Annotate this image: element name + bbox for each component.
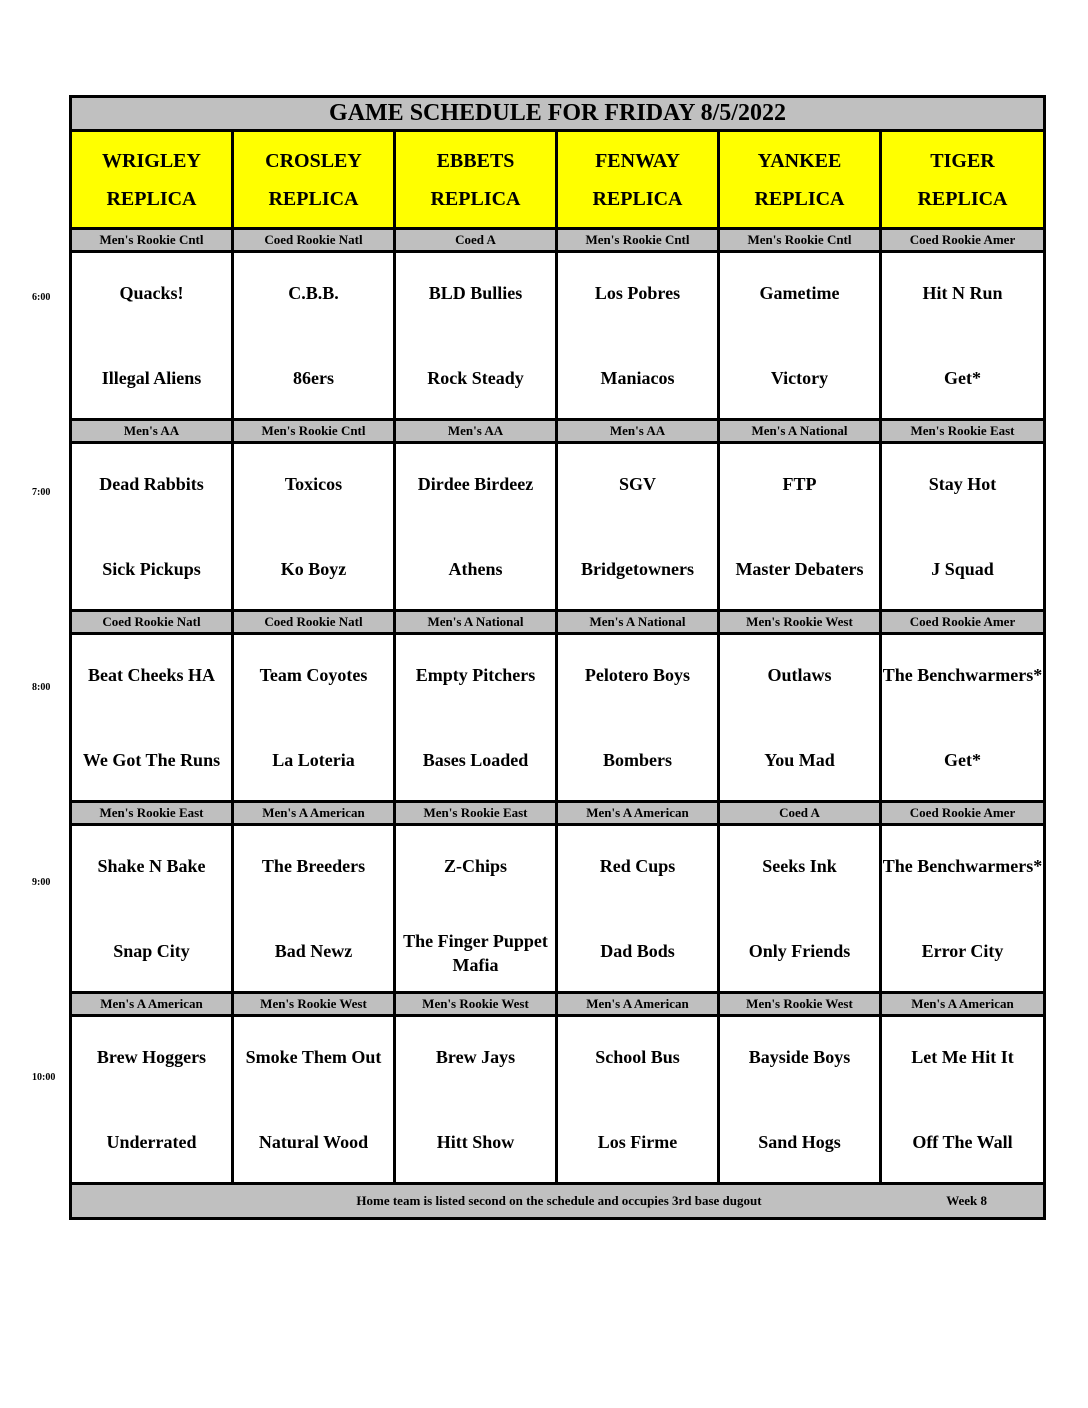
game-cell [233, 1016, 395, 1184]
home-team: Rock Steady [427, 368, 524, 388]
field-name: EBBETS [436, 149, 515, 172]
game-cell [719, 825, 881, 993]
field-name: WRIGLEY [102, 149, 201, 172]
away-team: Pelotero Boys [584, 665, 691, 685]
home-team: Victory [770, 368, 829, 388]
away-team: Bayside Boys [748, 1047, 851, 1067]
game-cell [71, 825, 233, 993]
field-subtitle: REPLICA [917, 187, 1008, 210]
footer-bar [71, 1184, 1045, 1219]
game-cell [71, 252, 233, 420]
game-cell [557, 252, 719, 420]
home-team: The Finger Puppet Mafia [403, 931, 548, 975]
home-team: Snap City [113, 941, 190, 961]
home-team: J Squad [931, 559, 994, 579]
game-cell [395, 252, 557, 420]
game-cell [557, 1016, 719, 1184]
field-header [719, 131, 881, 229]
game-cell [395, 1016, 557, 1184]
away-team: Los Pobres [594, 283, 681, 303]
away-team: Toxicos [284, 474, 343, 494]
division-label: Men's A American [557, 993, 719, 1016]
game-cell [395, 634, 557, 802]
time-label: 10:00 [32, 1072, 56, 1083]
home-team: Sick Pickups [102, 559, 201, 579]
home-team: Bombers [603, 750, 672, 770]
field-subtitle: REPLICA [754, 187, 845, 210]
game-cell [557, 825, 719, 993]
division-label: Men's Rookie East [881, 420, 1045, 443]
game-cell [233, 634, 395, 802]
home-team: Underrated [106, 1132, 197, 1152]
away-team: Outlaws [767, 665, 832, 685]
division-label: Men's Rookie Cntl [71, 229, 233, 252]
time-label: 7:00 [32, 487, 51, 498]
away-team: The Breeders [261, 856, 366, 876]
away-team: Brew Hoggers [96, 1047, 207, 1067]
game-cell [71, 634, 233, 802]
away-team: Beat Cheeks HA [88, 665, 215, 685]
home-team: Sand Hogs [758, 1132, 841, 1152]
home-team: Bridgetowners [581, 559, 694, 579]
division-label: Men's Rookie Cntl [719, 229, 881, 252]
division-label: Coed Rookie Natl [233, 229, 395, 252]
home-team: Off The Wall [912, 1132, 1013, 1152]
division-label: Men's A American [557, 802, 719, 825]
division-label: Men's Rookie West [233, 993, 395, 1016]
away-team: Dead Rabbits [99, 474, 204, 494]
home-team: Ko Boyz [280, 559, 347, 579]
game-cell [881, 825, 1045, 993]
division-label: Men's A American [233, 802, 395, 825]
game-cell [719, 443, 881, 611]
home-team: 86ers [293, 368, 334, 388]
division-label: Men's A National [719, 420, 881, 443]
game-cell [881, 252, 1045, 420]
division-label: Men's A American [71, 993, 233, 1016]
division-label: Coed A [395, 229, 557, 252]
division-label: Men's Rookie West [719, 993, 881, 1016]
time-label: 6:00 [32, 292, 51, 303]
home-team: Bad Newz [274, 941, 353, 961]
field-header [557, 131, 719, 229]
division-label: Coed Rookie Natl [233, 611, 395, 634]
division-label: Men's AA [557, 420, 719, 443]
away-team: Let Me Hit It [911, 1047, 1014, 1067]
division-label: Coed Rookie Amer [881, 611, 1045, 634]
game-cell [719, 252, 881, 420]
away-team: FTP [782, 474, 817, 494]
home-team: Athens [448, 559, 503, 579]
game-cell [557, 443, 719, 611]
division-label: Men's A National [395, 611, 557, 634]
game-cell [233, 443, 395, 611]
field-subtitle: REPLICA [268, 187, 359, 210]
game-cell [395, 825, 557, 993]
field-header [71, 131, 233, 229]
home-team: Dad Bods [600, 941, 675, 961]
home-team: Get* [944, 750, 981, 770]
home-team: Illegal Aliens [101, 368, 202, 388]
away-team: Shake N Bake [97, 856, 206, 876]
week-label: Week 8 [946, 1193, 987, 1208]
away-team: Seeks Ink [762, 856, 837, 876]
footer-note: Home team is listed second on the schedule and occupies 3rd base dugout [356, 1193, 762, 1208]
away-team: Dirdee Birdeez [417, 474, 534, 494]
home-team: Error City [921, 941, 1004, 961]
game-cell [881, 1016, 1045, 1184]
field-subtitle: REPLICA [106, 187, 197, 210]
division-label: Men's Rookie East [395, 802, 557, 825]
game-cell [233, 252, 395, 420]
field-subtitle: REPLICA [592, 187, 683, 210]
home-team: Hitt Show [436, 1132, 515, 1152]
home-team: Master Debaters [735, 559, 864, 579]
away-team: School Bus [595, 1047, 680, 1067]
field-name: CROSLEY [265, 149, 362, 172]
home-team: Get* [944, 368, 981, 388]
game-cell [233, 825, 395, 993]
division-label: Coed Rookie Natl [71, 611, 233, 634]
away-team: Quacks! [119, 283, 184, 303]
field-name: TIGER [930, 149, 995, 172]
away-team: The Benchwarmers* [882, 856, 1043, 876]
division-label: Men's Rookie Cntl [233, 420, 395, 443]
away-team: SGV [618, 474, 656, 494]
division-label: Men's AA [71, 420, 233, 443]
home-team: We Got The Runs [82, 750, 221, 770]
field-subtitle: REPLICA [430, 187, 521, 210]
home-team: Bases Loaded [422, 750, 529, 770]
game-cell [71, 1016, 233, 1184]
division-label: Coed Rookie Amer [881, 802, 1045, 825]
time-label: 9:00 [32, 877, 51, 888]
away-team: Gametime [759, 283, 840, 303]
page-title: GAME SCHEDULE FOR FRIDAY 8/5/2022 [71, 97, 1045, 131]
home-team: You Mad [764, 750, 835, 770]
game-cell [557, 634, 719, 802]
time-label: 8:00 [32, 682, 51, 693]
division-label: Men's Rookie East [71, 802, 233, 825]
away-team: Stay Hot [928, 474, 997, 494]
division-label: Men's Rookie West [395, 993, 557, 1016]
division-label: Coed A [719, 802, 881, 825]
away-team: Empty Pitchers [415, 665, 536, 685]
away-team: Hit N Run [922, 283, 1003, 303]
away-team: BLD Bullies [428, 283, 523, 303]
division-label: Coed Rookie Amer [881, 229, 1045, 252]
away-team: C.B.B. [288, 283, 339, 303]
away-team: The Benchwarmers* [882, 665, 1043, 685]
field-header [881, 131, 1045, 229]
field-name: YANKEE [757, 149, 842, 172]
away-team: Team Coyotes [259, 665, 368, 685]
away-team: Brew Jays [435, 1047, 516, 1067]
game-cell [395, 443, 557, 611]
schedule-table [69, 95, 1046, 1220]
division-label: Men's AA [395, 420, 557, 443]
field-header [395, 131, 557, 229]
away-team: Smoke Them Out [245, 1047, 382, 1067]
game-cell [71, 443, 233, 611]
field-header [233, 131, 395, 229]
home-team: Los Firme [597, 1132, 678, 1152]
division-label: Men's A National [557, 611, 719, 634]
division-label: Men's Rookie Cntl [557, 229, 719, 252]
game-cell [881, 443, 1045, 611]
away-team: Red Cups [599, 856, 676, 876]
game-cell [881, 634, 1045, 802]
away-team: Z-Chips [443, 856, 508, 876]
home-team: La Loteria [272, 750, 355, 770]
home-team: Natural Wood [258, 1132, 369, 1152]
home-team: Only Friends [748, 941, 851, 961]
home-team: Maniacos [600, 368, 675, 388]
game-cell [719, 1016, 881, 1184]
field-name: FENWAY [595, 149, 680, 172]
game-cell [719, 634, 881, 802]
division-label: Men's Rookie West [719, 611, 881, 634]
division-label: Men's A American [881, 993, 1045, 1016]
